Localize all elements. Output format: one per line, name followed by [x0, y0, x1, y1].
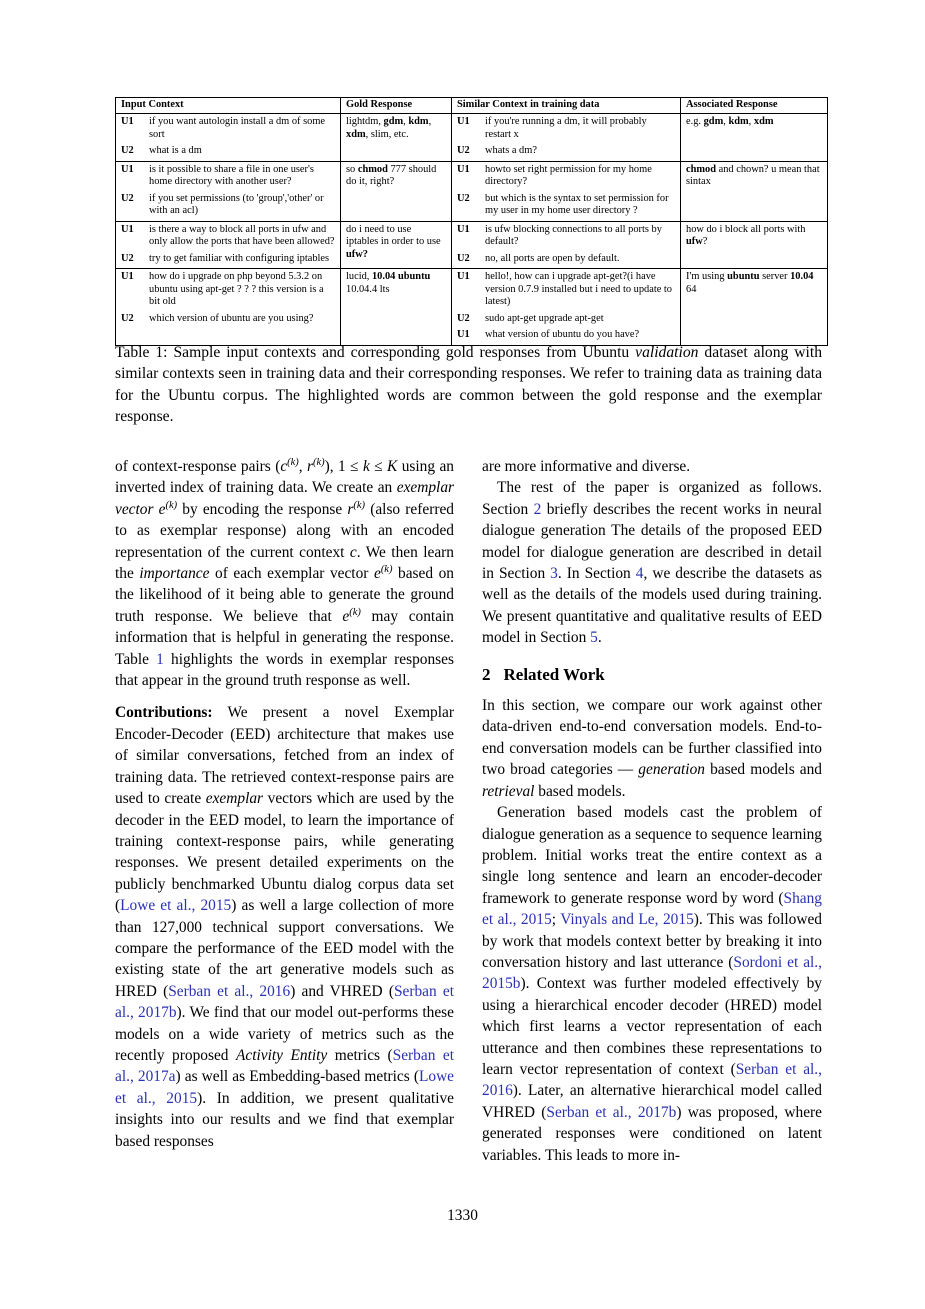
- bold-text: chmod: [686, 163, 717, 175]
- speaker-label: U2: [457, 145, 470, 157]
- gold-response-cell: lightdm, gdm, kdm, xdm, slim, etc.: [341, 114, 452, 161]
- left-column: [115, 456, 454, 1152]
- utterance-text: try to get familiar with configuring iptables: [149, 252, 330, 264]
- speaker-label: U2: [457, 192, 470, 204]
- speaker-label: U1: [457, 329, 470, 341]
- utterance: [457, 193, 675, 218]
- table-caption: Table 1: Sample input contexts and corresponding gold responses from Ubuntu validation dataset along with similar contexts seen in training data and their corresponding responses. We refer to training data as training data for the Ubuntu corpus. The highlighted words are common between the gold response and the exemplar response.: [115, 344, 822, 425]
- speaker-label: U1: [121, 223, 134, 235]
- column-header-similar-context: Similar Context in training data: [452, 98, 681, 114]
- utterance-text: no, all ports are open by default.: [485, 252, 620, 264]
- bold-text: kdm: [728, 116, 749, 128]
- input-context-cell: [116, 161, 341, 221]
- associated-response-cell: how do i block all ports with ufw?: [681, 221, 828, 268]
- utterance-text: hello!, how can i upgrade apt-get?(i have version 0.7.9 installed but i need to update to latest): [485, 271, 672, 308]
- citation-link[interactable]: 5: [590, 629, 598, 647]
- utterance-text: sudo apt-get upgrade apt-get: [485, 312, 604, 324]
- utterance-text: is it possible to share a file in one user's home directory with another user?: [149, 163, 314, 188]
- italic-text: exemplar vector: [115, 479, 454, 518]
- utterance: [121, 164, 335, 189]
- utterance-text: which version of ubuntu are you using?: [149, 312, 314, 324]
- page-number: 1330: [447, 1207, 478, 1224]
- utterance-text: but which is the syntax to set permission for my user in my home user directory ?: [485, 192, 669, 217]
- citation-link[interactable]: Sordoni et al., 2015b: [482, 953, 822, 993]
- utterance-text: what is a dm: [149, 145, 202, 157]
- utterance-text: how do i upgrade on php beyond 5.3.2 on ubuntu using apt-get ? ? ? this version is a bit old: [149, 271, 324, 308]
- citation-link[interactable]: Shang et al., 2015: [482, 889, 822, 929]
- right-column: [482, 456, 822, 1166]
- superscript: (k): [380, 563, 393, 575]
- utterance: [121, 116, 335, 141]
- column-header-gold-response: Gold Response: [341, 98, 452, 114]
- paragraph: The rest of the paper is organized as follows. Section 2 briefly describes the recent works in neural dialogue generation The details of the proposed EED model for dialogue generation are described in detail in Section 3. In Section 4, we describe the datasets as well as the details of the models used during training. We present quantitative and qualitative results of EED model in Section 5.: [482, 479, 822, 647]
- speaker-label: U1: [457, 163, 470, 175]
- italic-text: exemplar: [205, 790, 264, 808]
- table-body: [116, 114, 828, 345]
- citation-link[interactable]: Serban et al., 2016: [482, 1060, 822, 1100]
- similar-context-cell: [452, 269, 681, 345]
- speaker-label: U1: [121, 163, 134, 175]
- utterance: [457, 253, 675, 265]
- utterance-text: howto set right permission for my home directory?: [485, 163, 652, 188]
- paragraph: of context-response pairs ($c^{(k)}$, $r^{(k)}$), 1 ≤ k ≤ K using an inverted index of training data. We create an exemplar vector $e^{(k)}$ by encoding the response $r^{(k)}$ (also referred to as exemplar response) along with an encoded representation of the current context c. We then learn the importance of each exemplar vector $e^{(k)}$ based on the likelihood of it being able to generate the ground truth response. We believe that $e^{(k)}$ may contain information that is helpful in generating the response. Table 1 highlights the words in exemplar responses that appear in the ground truth response as well.: [115, 456, 454, 690]
- column-header-input-context: Input Context: [116, 98, 341, 114]
- italic-text: validation: [635, 344, 699, 361]
- italic-text: K: [387, 458, 398, 475]
- bold-text: 10.04 ubuntu: [371, 271, 431, 283]
- speaker-label: U1: [457, 223, 470, 235]
- utterance: [457, 116, 675, 141]
- similar-context-cell: [452, 161, 681, 221]
- utterance: [121, 224, 335, 249]
- utterance-text: if you want autologin install a dm of some sort: [149, 116, 326, 140]
- citation-link[interactable]: Serban et al., 2017b: [546, 1103, 677, 1121]
- input-context-cell: [116, 114, 341, 161]
- bold-text: ubuntu: [727, 271, 760, 283]
- citation-link[interactable]: Lowe et al., 2015: [115, 1068, 455, 1107]
- italic-text: r: [307, 458, 314, 475]
- italic-text: e: [373, 565, 381, 583]
- citation-link[interactable]: Vinyals and Le, 2015: [560, 911, 694, 929]
- paragraph: Generation based models cast the problem of dialogue generation as a sequence to sequence learning problem. Initial works treat the entire context as a single long sentence and learn an encoder-decoder framework to generate response word by word (Shang et al., 2015; Vinyals and Le, 2015). This was followed by work that models context better by breaking it into conversation history and last utterance (Sordoni et al., 2015b). Context was further modeled effectively by using a hierarchical encoder decoder (HRED) model which first learns a vector representation of each utterance and then combines these representations to learn vector representation of context (Serban et al., 2016). Later, an alternative hierarchical model called VHRED (Serban et al., 2017b) was proposed, where generated responses were conditioned on latent variables. This leads to more in-: [482, 804, 823, 1164]
- bold-text: ufw: [686, 236, 703, 248]
- speaker-label: U1: [121, 116, 134, 128]
- similar-context-cell: [452, 114, 681, 161]
- utterance: [457, 145, 675, 157]
- utterance: [121, 313, 335, 325]
- utterance: [121, 145, 335, 157]
- column-header-associated-response: Associated Response: [681, 98, 828, 114]
- table-1: [115, 97, 827, 346]
- citation-link[interactable]: Serban et al., 2017a: [115, 1046, 454, 1086]
- gold-response-cell: do i need to use iptables in order to use ufw?: [341, 221, 452, 268]
- table-row: [116, 114, 828, 161]
- bold-text: chmod: [357, 163, 388, 175]
- bold-text: xdm: [346, 128, 366, 140]
- italic-text: k: [362, 458, 370, 475]
- citation-link[interactable]: Serban et al., 2017b: [115, 982, 454, 1022]
- utterance: [457, 271, 675, 308]
- paragraph: In this section, we compare our work against other data-driven end-to-end conversation models. End-to-end conversation models can be further classified into two broad categories — generation based models and retrieval based models.: [482, 697, 822, 800]
- utterance-text: whats a dm?: [485, 145, 537, 157]
- utterance: [457, 224, 675, 249]
- italic-text: retrieval: [482, 782, 535, 800]
- speaker-label: U1: [457, 116, 470, 128]
- speaker-label: U2: [121, 145, 134, 157]
- utterance: [457, 313, 675, 325]
- superscript: (k): [313, 456, 325, 468]
- table-row: [116, 269, 828, 345]
- utterance: [121, 193, 335, 218]
- citation-link[interactable]: 4: [635, 565, 644, 583]
- paragraph: are more informative and diverse.: [482, 458, 691, 475]
- speaker-label: U2: [121, 312, 134, 324]
- superscript: (k): [287, 456, 299, 468]
- associated-response-cell: chmod and chown? u mean that sintax: [681, 161, 828, 221]
- utterance: [121, 271, 335, 308]
- bold-text: 10.04: [790, 271, 814, 283]
- table-row: [116, 161, 828, 221]
- utterance: [457, 164, 675, 189]
- examples-table: [115, 97, 828, 346]
- superscript: (k): [165, 499, 178, 511]
- bold-text: Contributions:: [115, 704, 213, 722]
- gold-response-cell: lucid, 10.04 ubuntu 10.04.4 lts: [341, 269, 452, 345]
- utterance-text: what version of ubuntu do you have?: [485, 329, 640, 341]
- citation-link[interactable]: Serban et al., 2016: [168, 982, 291, 1000]
- bold-text: ufw?: [346, 248, 368, 260]
- bold-text: gdm: [703, 116, 724, 128]
- section-heading: [482, 664, 822, 685]
- associated-response-cell: e.g. gdm, kdm, xdm: [681, 114, 828, 161]
- speaker-label: U1: [457, 271, 470, 283]
- paragraph: Contributions: We present a novel Exemplar Encoder-Decoder (EED) architecture that makes use of similar conversations, fetched from an index of training data. The retrieved context-response pairs are used to create exemplar vectors which are used by the decoder in the EED model, to learn the importance of training context-response pairs, while generating responses. We present detailed experiments on the publicly benchmarked Ubuntu dialog corpus data set (Lowe et al., 2015) as well a large collection of more than 127,000 technical support conversations. We compare the performance of the EED model with the existing state of the art generative models such as HRED (Serban et al., 2016) and VHRED (Serban et al., 2017b). We find that our model out-performs these models on a wide variety of metrics such as the recently proposed Activity Entity metrics (Serban et al., 2017a) as well as Embedding-based metrics (Lowe et al., 2015). In addition, we present qualitative insights into our results and we find that exemplar based responses: [115, 704, 455, 1150]
- bold-text: kdm: [408, 116, 429, 128]
- speaker-label: U2: [121, 252, 134, 264]
- superscript: (k): [349, 606, 361, 618]
- section-title: Related Work: [503, 664, 605, 684]
- section-number: 2: [482, 664, 491, 684]
- italic-text: r: [347, 500, 354, 518]
- bold-text: xdm: [753, 116, 774, 128]
- table-row: [116, 221, 828, 268]
- italic-text: importance: [139, 565, 210, 583]
- utterance-text: is ufw blocking connections to all ports by default?: [485, 223, 662, 248]
- utterance-text: if you're running a dm, it will probably restart x: [485, 116, 647, 140]
- similar-context-cell: [452, 221, 681, 268]
- input-context-cell: [116, 221, 341, 268]
- citation-link[interactable]: 3: [550, 565, 558, 583]
- speaker-label: U1: [121, 271, 134, 283]
- italic-text: generation: [638, 761, 705, 779]
- speaker-label: U2: [121, 192, 134, 204]
- table-header-row: [116, 98, 828, 114]
- bold-text: gdm: [383, 116, 404, 128]
- utterance: [121, 253, 335, 265]
- italic-text: c: [349, 543, 357, 561]
- speaker-label: U2: [457, 312, 470, 324]
- utterance: [457, 329, 675, 341]
- associated-response-cell: I'm using ubuntu server 10.04 64: [681, 269, 828, 345]
- citation-link[interactable]: Lowe et al., 2015: [120, 897, 232, 915]
- citation-link[interactable]: 2: [533, 500, 542, 518]
- citation-link[interactable]: 1: [156, 650, 164, 668]
- superscript: (k): [353, 499, 366, 511]
- italic-text: c: [280, 458, 288, 475]
- input-context-cell: [116, 269, 341, 345]
- speaker-label: U2: [457, 252, 470, 264]
- gold-response-cell: so chmod 777 should do it, right?: [341, 161, 452, 221]
- utterance-text: if you set permissions (to 'group','other' or with an acl): [149, 192, 324, 217]
- utterance-text: is there a way to block all ports in ufw and only allow the ports that have been allowed?: [149, 223, 335, 248]
- italic-text: e: [342, 607, 350, 625]
- italic-text: Activity Entity: [235, 1046, 328, 1064]
- italic-text: e: [158, 500, 166, 518]
